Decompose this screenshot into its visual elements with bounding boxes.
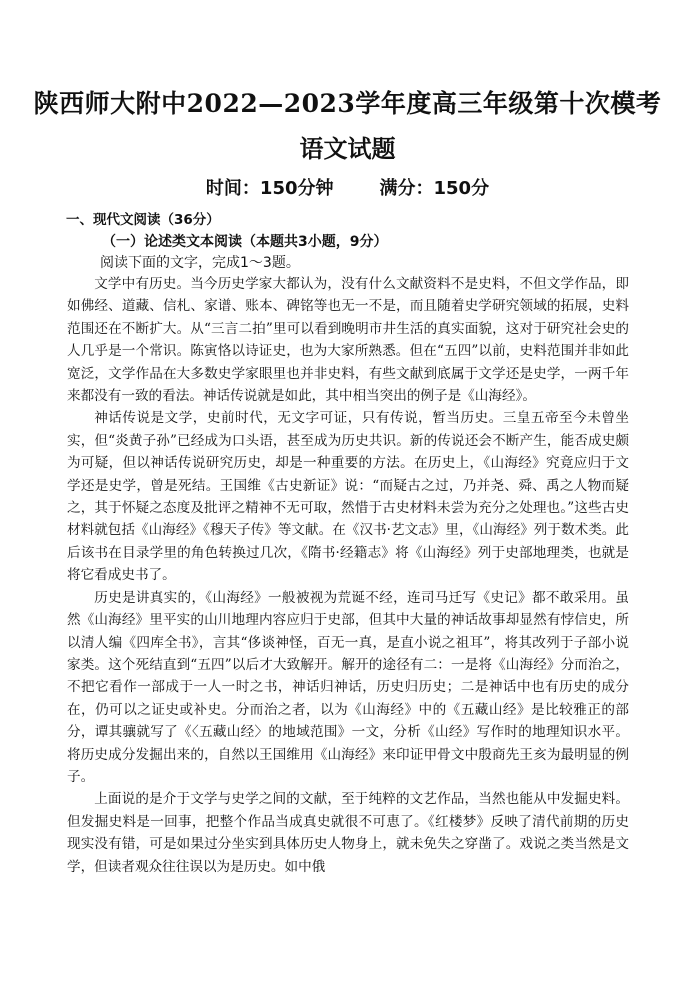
passage-body: [67, 273, 629, 878]
passage-paragraph: 文学中有历史。当今历史学家大都认为，没有什么文献资料不是史料，不但文学作品，即如佛经、道藏、信札、家谱、账本、碑铭等也无一不是，而且随着史学研究领域的拓展，史料范围还在不断扩大。从“三言二拍”里可以看到晚明市井生活的真实面貌，这对于研究社会史的人几乎是一个常识。陈寅恪以诗证史，也为大家所熟悉。但在“五四”以前，史料范围并非如此宽泛，文学作品在大多数史学家眼里也并非史料，有些文献到底属于文学还是史学，一两千年来都没有一致的看法。神话传说就是如此，其中相当突出的例子是《山海经》。: [67, 276, 629, 405]
reading-instruction: 阅读下面的文字，完成1～3题。: [100, 255, 300, 271]
score-label: 满分：150分: [379, 178, 490, 199]
exam-title: 陕西师大附中2022—2023学年度高三年级第十次模考: [33, 89, 662, 118]
passage-paragraph: 神话传说是文学，史前时代，无文字可证，只有传说，暂当历史。三皇五帝至今未曾坐实，但“炎黄子孙”已经成为口头语，甚至成为历史共识。新的传说还会不断产生，能否成史颇为可疑，但以神话传说研究历史，却是一种重要的方法。在历史上，《山海经》究竟应归于文学还是史学，曾是死结。王国维《古史新证》说：“而疑古之过，乃并尧、舜、禹之人物而疑之，其于怀疑之态度及批评之精神不无可取，然惜于古史材料未尝为充分之处理也。”这些古史材料就包括《山海经》《穆天子传》等文献。在《汉书·艺文志》里，《山海经》列于数术类。此后该书在目录学里的角色转换过几次，《隋书·经籍志》将《山海经》列于史部地理类，也就是将它看成史书了。: [67, 410, 629, 584]
passage-paragraph: 上面说的是介于文学与史学之间的文献，至于纯粹的文艺作品，当然也能从中发掘史料。但发掘史料是一回事，把整个作品当成真史就很不可恵了。《红楼梦》反映了清代前期的历史现实没有错，可是如果过分坐实到具体历史人物身上，就未免失之穿凿了。戏说之类当然是文学，但读者观众往往误以为是历史。如中俄: [67, 791, 629, 875]
time-label: 时间：150分钟: [205, 178, 334, 199]
exam-subject: 语文试题: [299, 134, 396, 163]
subsection-heading: （一）论述类文本阅读（本题共3小题，9分）: [102, 234, 388, 250]
exam-meta: [0, 176, 695, 202]
section-heading: 一、现代文阅读（36分）: [66, 212, 220, 228]
passage-paragraph: 历史是讲真实的，《山海经》一般被视为荒诞不经，连司马迁写《史记》都不敢采用。虽然《山海经》里平实的山川地理内容应归于史部，但其中大量的神话故事却显然有悖信史，所以清人编《四库全书》，言其“侈谈神怪，百无一真，是直小说之祖耳”，将其改列于子部小说家类。这个死结直到“五四”以后才大致解开。解开的途径有二：一是将《山海经》分而治之，不把它看作一部成于一人一时之书，神话归神话，历史归历史；二是神话中也有历史的成分在，仍可以之证史或补史。分而治之者，以为《山海经》中的《五藏山经》是比较雅正的部分，谭其骧就写了《〈五藏山经〉的地域范围》一文，分析《山经》写作时的地理知识水平。将历史成分发掘出来的，自然以王国维用《山海经》来印证甲骨文中殷商先王亥为最明显的例子。: [67, 589, 629, 785]
